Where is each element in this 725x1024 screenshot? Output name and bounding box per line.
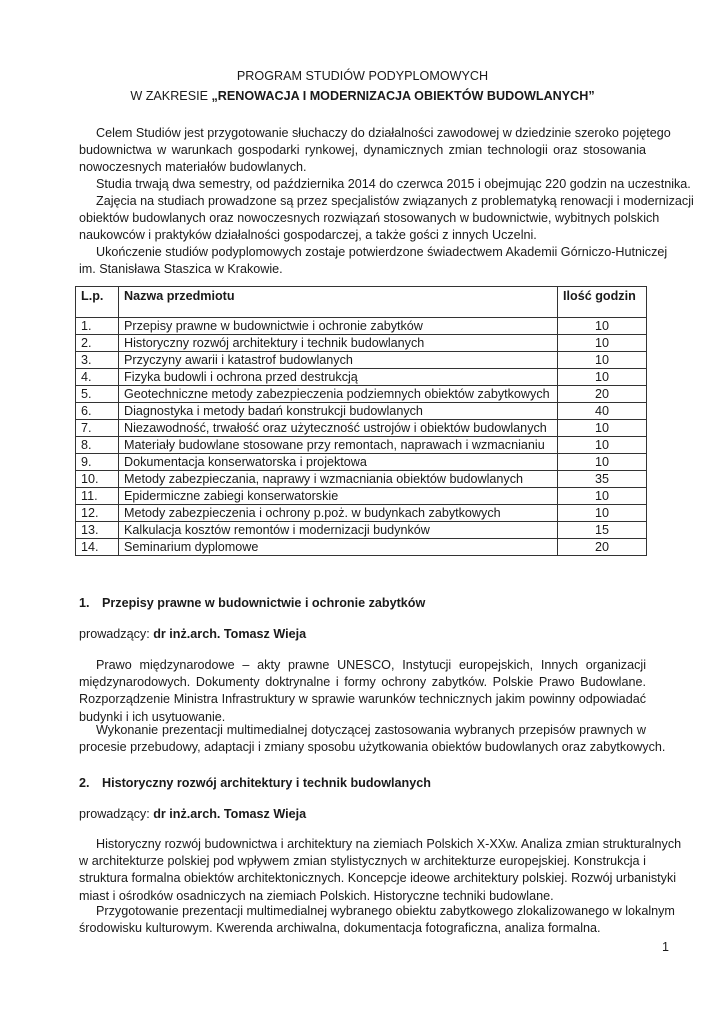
title-program-name: „RENOWACJA I MODERNIZACJA OBIEKTÓW BUDOWLANYCH” — [211, 89, 595, 103]
row-subject: Fizyka budowli i ochrona przed destrukcją — [119, 369, 558, 386]
lecturer-label: prowadzący: — [79, 627, 154, 641]
table-row — [76, 352, 647, 369]
lecturer-name: dr inż.arch. Tomasz Wieja — [153, 807, 307, 821]
row-hours: 10 — [558, 505, 647, 522]
text-line: środowisku kulturowym. Kwerenda archiwalna, dokumentacja fotograficzna, analiza formalna. — [79, 921, 601, 936]
row-lp: 13. — [76, 522, 119, 539]
text-line: Historyczny rozwój budownictwa i architektury na ziemiach Polskich X-XXw. Analiza zmian strukturalnych — [96, 837, 682, 851]
title-prefix: W ZAKRESIE — [130, 89, 212, 103]
row-hours: 20 — [558, 386, 647, 403]
text-line: Prawo międzynarodowe – akty prawne UNESCO, Instytucji europejskich, Innych organizacji — [96, 658, 646, 672]
intro-paragraph-duration — [79, 176, 691, 193]
row-subject: Niezawodność, trwałość oraz użyteczność ustrojów i obiektów budowlanych — [119, 420, 558, 437]
row-subject: Materiały budowlane stosowane przy remontach, naprawach i wzmacnianiu — [119, 437, 558, 454]
lecturer-label: prowadzący: — [79, 807, 154, 821]
section-1-lecturer — [79, 627, 306, 641]
row-subject: Geotechniczne metody zabezpieczenia podziemnych obiektów zabytkowych — [119, 386, 558, 403]
header-subject-name: Nazwa przedmiotu — [119, 287, 558, 318]
document-title-line2 — [0, 89, 725, 103]
table-row — [76, 437, 647, 454]
document-title-line1: PROGRAM STUDIÓW PODYPLOMOWYCH — [236, 69, 489, 83]
row-lp: 12. — [76, 505, 119, 522]
row-hours: 35 — [558, 471, 647, 488]
row-subject: Przyczyny awarii i katastrof budowlanych — [119, 352, 558, 369]
section-2-lecturer — [79, 807, 306, 821]
table-row — [76, 488, 647, 505]
row-hours: 10 — [558, 420, 647, 437]
row-hours: 10 — [558, 335, 647, 352]
section-number: 1. — [79, 596, 90, 610]
row-lp: 9. — [76, 454, 119, 471]
text-line: w architekturze polskiej pod wpływem zmian stylistycznych w architekturze europejskiej. Konstrukcja i — [79, 854, 646, 869]
section-1-paragraph-1 — [79, 657, 646, 726]
row-hours: 10 — [558, 488, 647, 505]
text-line: im. Stanisława Staszica w Krakowie. — [79, 262, 283, 277]
row-hours: 10 — [558, 454, 647, 471]
text-line: obiektów budowlanych oraz nowoczesnych rozwiązań stosowanych w budownictwie, wybitnych polskich — [79, 211, 660, 226]
table-row — [76, 522, 647, 539]
row-subject: Seminarium dyplomowe — [119, 539, 558, 556]
row-subject: Przepisy prawne w budownictwie i ochronie zabytków — [119, 318, 558, 335]
text-line: Wykonanie prezentacji multimedialnej dotyczącej zastosowania wybranych przepisów prawnych w — [96, 723, 646, 737]
row-subject: Metody zabezpieczenia i ochrony p.poż. w budynkach zabytkowych — [119, 505, 558, 522]
intro-paragraph-lecturers — [79, 193, 694, 245]
row-hours: 10 — [558, 318, 647, 335]
table-row — [76, 335, 647, 352]
row-lp: 11. — [76, 488, 119, 505]
header-lp: L.p. — [76, 287, 119, 318]
intro-paragraph-certificate — [79, 244, 668, 278]
table-row — [76, 471, 647, 488]
text-line: miast i ośrodków osadniczych na ziemiach Polskich. Historyczne techniki budowlane. — [79, 888, 554, 903]
text-line: naukowców i praktyków działalności gospodarczej, a także gości z innych Uczelni. — [79, 228, 537, 243]
text-line: procesie przebudowy, adaptacji i zmiany sposobu użytkowania obiektów budowlanych oraz zabytkowych. — [79, 740, 666, 755]
section-1-heading — [79, 596, 425, 610]
row-lp: 2. — [76, 335, 119, 352]
section-2-heading — [79, 776, 431, 790]
row-subject: Epidermiczne zabiegi konserwatorskie — [119, 488, 558, 505]
row-hours: 10 — [558, 369, 647, 386]
text-line: Celem Studiów jest przygotowanie słuchaczy do działalności zawodowej w dziedzinie szeroko pojętego — [96, 126, 671, 140]
text-line: struktura formalna obiektów architektonicznych. Koncepcje ideowe architektury polskiej. Rozwój urbanistyki — [79, 871, 677, 886]
subjects-table — [75, 286, 647, 556]
table-row — [76, 454, 647, 471]
row-hours: 40 — [558, 403, 647, 420]
row-lp: 10. — [76, 471, 119, 488]
section-title: Przepisy prawne w budownictwie i ochronie zabytków — [102, 596, 426, 610]
text-line: nowoczesnych materiałów budowlanych. — [79, 160, 307, 175]
table-row — [76, 403, 647, 420]
row-hours: 20 — [558, 539, 647, 556]
row-hours: 10 — [558, 437, 647, 454]
table-row — [76, 318, 647, 335]
intro-paragraph-goal — [79, 125, 671, 177]
table-row — [76, 505, 647, 522]
row-hours: 15 — [558, 522, 647, 539]
section-2-paragraph-2 — [79, 903, 675, 937]
row-subject: Metody zabezpieczania, naprawy i wzmacniania obiektów budowlanych — [119, 471, 558, 488]
text-line: budynki i ich usytuowanie. — [79, 709, 226, 724]
row-lp: 7. — [76, 420, 119, 437]
text-line: budownictwa w warunkach gospodarki rynkowej, dynamicznych zmian technologii oraz stosowania — [79, 143, 646, 158]
row-lp: 3. — [76, 352, 119, 369]
text-line: Rozporządzenie Ministra Infrastruktury w sprawie warunków technicznych jakim powinny odpowiadać — [79, 692, 646, 707]
text-line: Zajęcia na studiach prowadzone są przez specjalistów związanych z problematyką renowacji i modernizacji — [96, 194, 694, 208]
table-row — [76, 369, 647, 386]
row-subject: Historyczny rozwój architektury i technik budowlanych — [119, 335, 558, 352]
text-line: Studia trwają dwa semestry, od października 2014 do czerwca 2015 i obejmując 220 godzin na uczestnika. — [96, 177, 691, 191]
table-row — [76, 420, 647, 437]
row-hours: 10 — [558, 352, 647, 369]
page-number: 1 — [662, 940, 670, 954]
table-row — [76, 539, 647, 556]
section-title: Historyczny rozwój architektury i technik budowlanych — [102, 776, 431, 790]
section-2-paragraph-1 — [79, 836, 682, 905]
text-line: Przygotowanie prezentacji multimedialnej wybranego obiektu zabytkowego zlokalizowanego w lokalnym — [96, 904, 675, 918]
table-row — [76, 386, 647, 403]
table-header-row — [76, 287, 647, 318]
text-line: Ukończenie studiów podyplomowych zostaje potwierdzone świadectwem Akademii Górniczo-Hutniczej — [96, 245, 668, 259]
row-lp: 5. — [76, 386, 119, 403]
row-lp: 14. — [76, 539, 119, 556]
row-lp: 1. — [76, 318, 119, 335]
row-lp: 6. — [76, 403, 119, 420]
row-subject: Dokumentacja konserwatorska i projektowa — [119, 454, 558, 471]
row-lp: 8. — [76, 437, 119, 454]
text-line: międzynarodowych. Dokumenty doktrynalne i formy ochrony zabytków. Polskie Prawo Budowlane. — [79, 675, 646, 690]
header-hours: Ilość godzin — [558, 287, 647, 318]
section-number: 2. — [79, 776, 90, 790]
row-subject: Diagnostyka i metody badań konstrukcji budowlanych — [119, 403, 558, 420]
lecturer-name: dr inż.arch. Tomasz Wieja — [153, 627, 307, 641]
row-subject: Kalkulacja kosztów remontów i modernizacji budynków — [119, 522, 558, 539]
row-lp: 4. — [76, 369, 119, 386]
section-1-paragraph-2 — [79, 722, 666, 756]
